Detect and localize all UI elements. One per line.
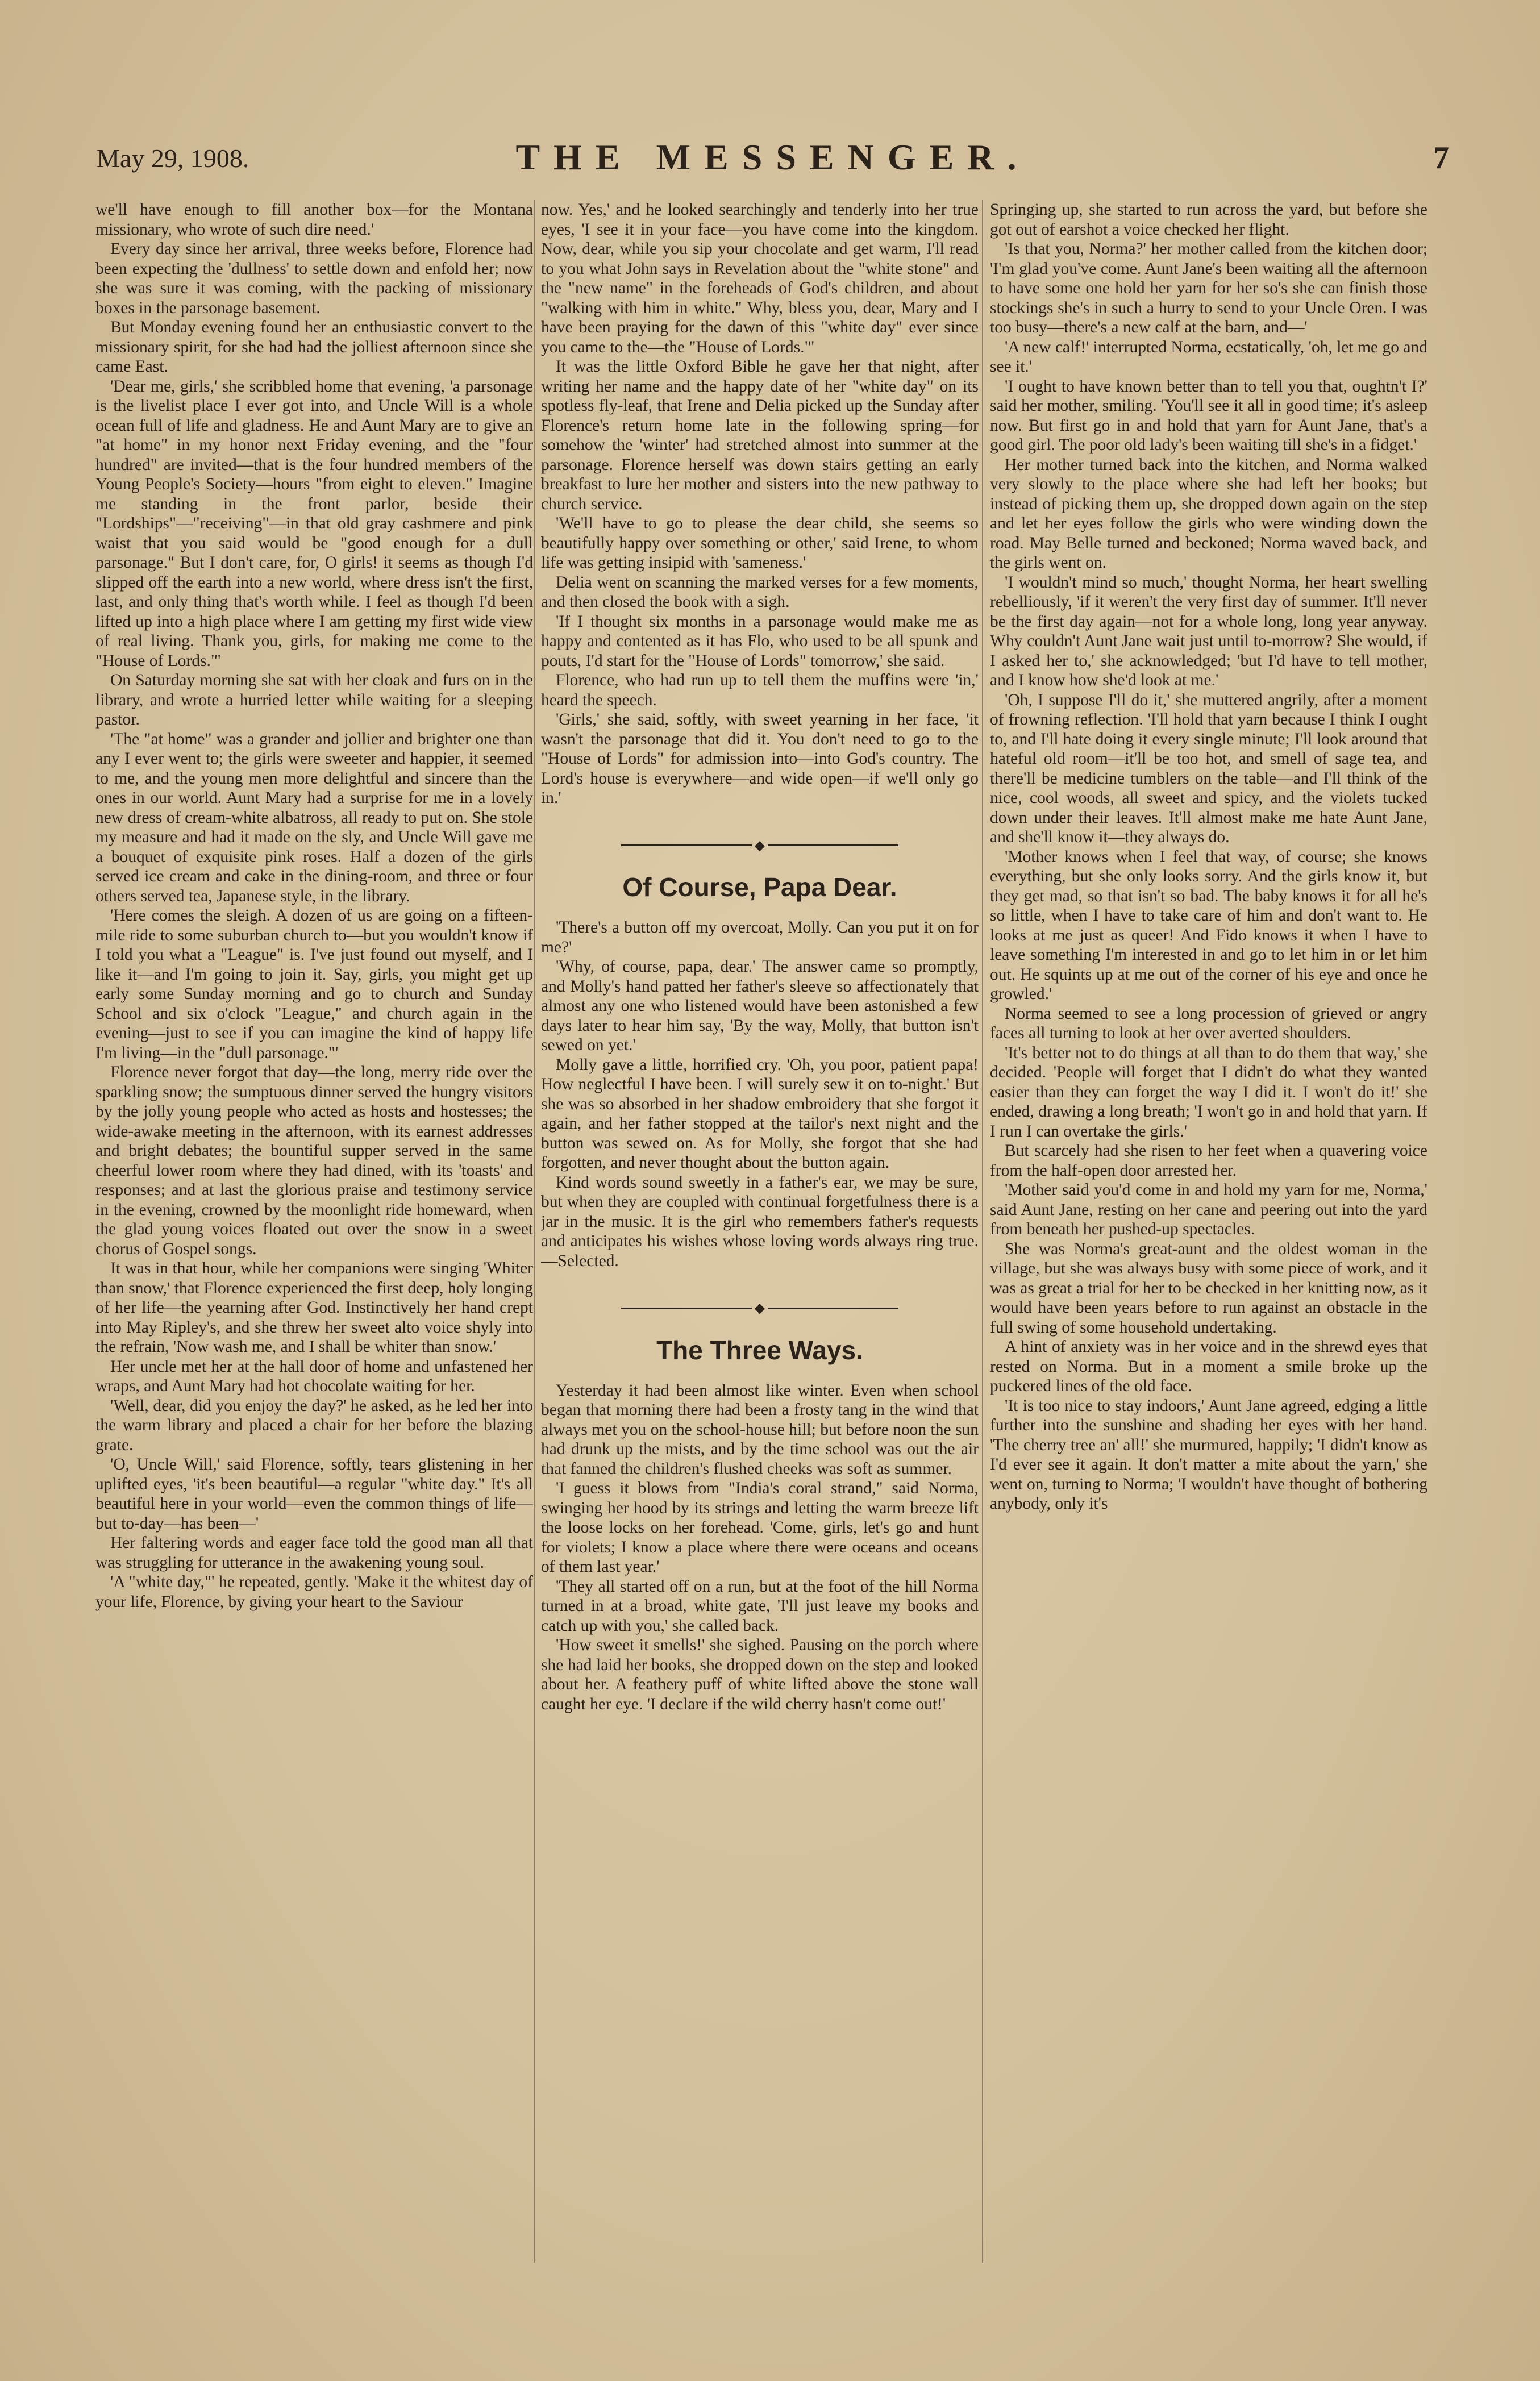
paragraph: Yesterday it had been almost like winter. Even when school began that morning there had been a frosty tang in the wind that always met you on the school-house hill; but before noon the sun had drunk up the mists, and by the time school was out the air that fanned the children's flushed cheeks was soft as summer.: [541, 1381, 979, 1478]
paragraph: Her uncle met her at the hall door of home and unfastened her wraps, and Aunt Mary had hot chocolate waiting for her.: [95, 1357, 533, 1395]
paragraph: 'If I thought six months in a parsonage would make me as happy and contented as it has Flo, who used to be all spunk and pouts, I'd start for the "House of Lords" tomorrow,' she said.: [541, 612, 979, 670]
paragraph: A hint of anxiety was in her voice and in the shrewd eyes that rested on Norma. But in a moment a smile broke up the puckered lines of the old face.: [990, 1338, 1427, 1395]
paragraph: But Monday evening found her an enthusiastic convert to the missionary spirit, for she had had the jolliest afternoon since she came East.: [95, 318, 533, 376]
column-2: [541, 200, 979, 2268]
column-divider: [982, 200, 983, 2263]
column-1: [95, 200, 533, 2268]
column-divider: [534, 200, 535, 2263]
page-number: 7: [1433, 140, 1449, 176]
paragraph: 'I guess it blows from "India's coral strand," said Norma, swinging her hood by its strings and letting the warm breeze lift the loose locks on her forehead. 'Come, girls, let's go and hunt for violets; I know a place where there were oceans and oceans of them last year.': [541, 1479, 979, 1576]
column-3: [990, 200, 1427, 2268]
paragraph: 'There's a button off my overcoat, Molly. Can you put it on for me?': [541, 918, 979, 956]
issue-date: May 29, 1908.: [97, 144, 249, 173]
newspaper-title: THE MESSENGER.: [515, 137, 1030, 177]
paragraph: Every day since her arrival, three weeks before, Florence had been expecting the 'dullness' to settle down and enfold her; now she was sure it was coming, with the packing of missionary boxes in the parsonage basement.: [95, 240, 533, 317]
paragraph: now. Yes,' and he looked searchingly and tenderly into her true eyes, 'I see it in your face—you have come into the kingdom. Now, dear, while you sip your chocolate and get warm, I'll read to you what John says in Revelation about the "white stone" and the "new name" in the foreheads of God's children, and about "walking with him in white." Why, bless you, dear, Mary and I have been praying for the dawn of this "white day" ever since you came to the—the "House of Lords."': [541, 201, 979, 356]
paragraph: Molly gave a little, horrified cry. 'Oh, you poor, patient papa! How neglectful I have been. I will surely sew it on to-night.' But she was so absorbed in her shadow embroidery that she forgot it again, and her father stopped at the tailor's next night and the button was sewed on. As for Molly, she forgot that she had forgotten, and never thought about the button again.: [541, 1055, 979, 1172]
paragraph: Her faltering words and eager face told the good man all that was struggling for utterance in the awakening young soul.: [95, 1534, 533, 1572]
paragraph: 'O, Uncle Will,' said Florence, softly, tears glistening in her uplifted eyes, 'it's been beautiful—a regular "white day." It's all beautiful here in your world—even the common things of life—but to-day—has been—': [95, 1455, 533, 1533]
paragraph: Springing up, she started to run across the yard, but before she got out of earshot a voice checked her flight.: [990, 201, 1427, 239]
paragraph: 'Dear me, girls,' she scribbled home that evening, 'a parsonage is the livelist place I ever got into, and Uncle Will is a whole ocean full of life and gladness. He and Aunt Mary are to give an "at home" in my honor next Friday evening, and the "four hundred" are invited—that is the four hundred members of the Young People's Society—hours "from eight to eleven." Imagine me standing in the front parlor, beside their "Lordships"—"receiving"—in that old gray cashmere and pink waist that you said would be "good enough for a dull parsonage." But I don't care, for, O girls! it seems as though I'd slipped off the earth into a new world, where dress isn't the first, last, and only thing that's worth while. I feel as though I'd been lifted up into a high place where I am getting my first wide view of real living. Thank you, girls, for making me come to the "House of Lords."': [95, 377, 533, 670]
paragraph: 'It's better not to do things at all than to do them that way,' she decided. 'People will forget that I didn't do what they wanted easier than they can forget the way I did it. I won't do it!' she ended, drawing a long breath; 'I won't go in and hold that yarn. If I run I can overtake the girls.': [990, 1043, 1427, 1140]
paragraph: 'I wouldn't mind so much,' thought Norma, her heart swelling rebelliously, 'if it weren't the very first day of summer. It'll never be the first day again—not for a whole long, long year anyway. Why couldn't Aunt Jane wait just until to-morrow? She would, if I asked her to,' she acknowledged; 'but I'd have to tell mother, and I know how she'd look at me.': [990, 573, 1427, 689]
paragraph: 'Oh, I suppose I'll do it,' she muttered angrily, after a moment of frowning reflection. 'I'll hold that yarn because I think I ought to, and I'll hate doing it every single minute; I'll look around that hateful old room—it'll be too hot, and smell of sage tea, and there'll be medicine tumblers on the table—and I'll think of the nice, cool woods, all sweet and spicy, and the violets tucked down under their leaves. It'll almost make me hate Aunt Jane, and she'll know it—they always do.: [990, 690, 1427, 846]
paragraph: 'A new calf!' interrupted Norma, ecstatically, 'oh, let me go and see it.': [990, 338, 1427, 376]
paragraph: 'Mother said you'd come in and hold my yarn for me, Norma,' said Aunt Jane, resting on her cane and peering out into the yard from beneath her pushed-up spectacles.: [990, 1181, 1427, 1238]
paragraph: She was Norma's great-aunt and the oldest woman in the village, but she was always busy with some piece of work, and it was as great a trial for her to be checked in her knitting now, as it would have been years before to run against an obstacle in the full swing of some household undertaking.: [990, 1239, 1427, 1337]
paragraph: 'Well, dear, did you enjoy the day?' he asked, as he led her into the warm library and placed a chair for her before the blazing grate.: [95, 1396, 533, 1454]
paragraph: 'Why, of course, papa, dear.' The answer came so promptly, and Molly's hand patted her father's sleeve so affectionately that almost any one who listened would have been astonished a few days later to hear him say, 'By the way, Molly, that button isn't sewed on yet.': [541, 958, 979, 1055]
paragraph: 'Girls,' she said, softly, with sweet yearning in her face, 'it wasn't the parsonage that did it. You don't need to go to the "House of Lords" for admission into—into God's country. The Lord's house is everywhere—and wide open—if we'll only go in.': [541, 710, 979, 807]
paragraph: 'We'll have to go to please the dear child, she seems so beautifully happy over something or other,' said Irene, to whom life was getting insipid with 'sameness.': [541, 514, 979, 572]
paragraph: 'Is that you, Norma?' her mother called from the kitchen door; 'I'm glad you've come. Aunt Jane's been waiting all the afternoon to have some one hold her yarn for her so's she can finish those stockings she's in such a hurry to send to your Uncle Oren. I was too busy—there's a new calf at the barn, and—': [990, 240, 1427, 336]
paragraph: 'How sweet it smells!' she sighed. Pausing on the porch where she had laid her books, she dropped down on the step and looked about her. A feathery puff of white lifted above the stone wall caught her eye. 'I declare if the wild cherry hasn't come out!': [541, 1636, 979, 1713]
paragraph: 'Here comes the sleigh. A dozen of us are going on a fifteen-mile ride to some suburban church to—but you wouldn't know if I told you what a "League" is. I've just found out myself, and I like it—and I'm going to join it. Say, girls, you might get up early some Sunday morning and go to church and Sunday School and six o'clock "League," and church again in the evening—just to see if you can imagine the kind of happy life I'm living—in the "dull parsonage."': [95, 906, 533, 1062]
paragraph: It was the little Oxford Bible he gave her that night, after writing her name and the happy date of her "white day" on its spotless fly-leaf, that Irene and Delia picked up the Sunday after Florence's return home late in the following spring—for somehow the 'winter' had stretched almost into summer at the parsonage. Florence herself was down stairs getting an early breakfast to lure her mother and sisters into the new pathway to church service.: [541, 357, 979, 513]
paragraph: Delia went on scanning the marked verses for a few moments, and then closed the book with a sigh.: [541, 573, 979, 611]
paragraph: Florence, who had run up to tell them the muffins were 'in,' heard the speech.: [541, 671, 979, 709]
paragraph: But scarcely had she risen to her feet when a quavering voice from the half-open door arrested her.: [990, 1142, 1427, 1180]
paragraph: Norma seemed to see a long procession of grieved or angry faces all turning to look at her over averted shoulders.: [990, 1004, 1427, 1042]
article-heading: The Three Ways.: [656, 1335, 863, 1365]
paragraph: 'A "white day,"' he repeated, gently. 'Make it the whitest day of your life, Florence, by giving your heart to the Saviour: [95, 1573, 533, 1611]
paragraph: 'The "at home" was a grander and jollier and brighter one than any I ever went to; the girls were sweeter and happier, it seemed to me, and the young men more delightful and sincere than the ones in our world. Aunt Mary had a surprise for me in a lovely new dress of cream-white albatross, all ready to put on. She stole my measure and had it made on the sly, and Uncle Will gave me a bouquet of exquisite pink roses. Half a dozen of the girls served ice cream and cake in the dining-room, and three or four others served tea, Japanese style, in the library.: [95, 730, 533, 905]
paragraph: 'Mother knows when I feel that way, of course; she knows everything, but she only looks sorry. And the girls know it, but they get mad, so that isn't so bad. The baby knows it for all he's so little, when I have to take care of him and don't want to. He looks at me just as queer! And Fido knows it when I have to leave something I'm interested in and go to let him in or let him out. He squints up at me out of the corner of his eye and once he growled.': [990, 847, 1427, 1003]
paragraph: It was in that hour, while her companions were singing 'Whiter than snow,' that Florence experienced the first deep, holy longing of her life—the yearning after God. Instinctively her hand crept into May Ripley's, and she threw her sweet alto voice shyly into the refrain, 'Now wash me, and I shall be whiter than snow.': [95, 1259, 533, 1356]
paragraph: Her mother turned back into the kitchen, and Norma walked very slowly to the place where she had left her books; but instead of picking them up, she dropped down again on the step and let her eyes follow the girls who were winding down the road. May Belle turned and beckoned; Norma waved back, and the girls went on.: [990, 455, 1427, 572]
section-divider-ornament: ◆: [541, 1298, 979, 1318]
paragraph: Florence never forgot that day—the long, merry ride over the sparkling snow; the sumptuous dinner served the hungry visitors by the jolly young people who acted as hosts and hostesses; the wide-awake meeting in the afternoon, with its earnest addresses and bright debates; the bountiful supper served in the same cheerful lower room where they had dined, with its 'toasts' and responses; and at last the glorious praise and testimony service in the evening, crowned by the moonlight ride homeward, when the glad young voices floated out over the snow in a sweet chorus of Gospel songs.: [95, 1063, 533, 1258]
paragraph: 'It is too nice to stay indoors,' Aunt Jane agreed, edging a little further into the sunshine and shading her eyes with her hand. 'The cherry tree an' all!' she murmured, happily; 'I didn't know as I'd ever see it again. It don't matter a mite about the yarn,' she went on, turning to Norma; 'I wouldn't have thought of bothering anybody, only it's: [990, 1396, 1427, 1513]
article-heading: Of Course, Papa Dear.: [622, 872, 897, 902]
section-divider-ornament: ◆: [541, 835, 979, 856]
masthead: [97, 136, 1449, 188]
paragraph: Kind words sound sweetly in a father's ear, we may be sure, but when they are coupled with continual forgetfulness there is a jar in the music. It is the girl who remembers father's requests and anticipates his wishes whose loving words always ring true.—Selected.: [541, 1173, 979, 1270]
paragraph: 'They all started off on a run, but at the foot of the hill Norma turned in at a broad, white gate, 'I'll just leave my books and catch up with you,' she called back.: [541, 1577, 979, 1635]
paragraph: we'll have enough to fill another box—for the Montana missionary, who wrote of such dire need.': [95, 201, 533, 239]
paragraph: 'I ought to have known better than to tell you that, oughtn't I?' said her mother, smiling. 'You'll see it all in good time; it's asleep now. But first go in and hold that yarn for Aunt Jane, that's a good girl. The poor old lady's been waiting till she's in a fidget.': [990, 377, 1427, 454]
paragraph: On Saturday morning she sat with her cloak and furs on in the library, and wrote a hurried letter while waiting for a sleeping pastor.: [95, 671, 533, 729]
